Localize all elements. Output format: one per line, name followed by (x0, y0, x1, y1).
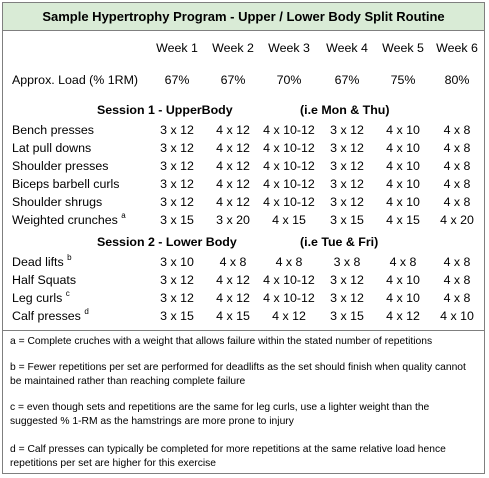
exercise-row (3, 139, 484, 157)
exercise-name: Weighted crunches $^a$ (12, 211, 126, 227)
exercise-value: 4 x 8 (443, 273, 471, 287)
exercise-value: 3 x 15 (160, 213, 194, 227)
exercise-value: 3 x 12 (160, 177, 194, 191)
exercise-value: 4 x 8 (443, 159, 471, 173)
exercise-value: 4 x 15 (272, 213, 306, 227)
exercise-name: Calf presses $^d$ (12, 307, 89, 323)
exercise-row (3, 193, 484, 211)
exercise-value: 3 x 12 (330, 273, 364, 287)
program-table (2, 2, 485, 474)
week-header: Week 5 (382, 41, 424, 55)
exercise-value: 4 x 8 (443, 123, 471, 137)
exercise-value: 3 x 10 (160, 255, 194, 269)
exercise-value: 4 x 10-12 (263, 273, 315, 287)
exercise-value: 4 x 8 (443, 255, 471, 269)
exercise-value: 4 x 8 (275, 255, 303, 269)
exercise-row (3, 175, 484, 193)
exercise-value: 4 x 8 (443, 195, 471, 209)
exercise-value: 4 x 10 (440, 309, 474, 323)
exercise-value: 3 x 15 (160, 309, 194, 323)
load-value: 67% (334, 73, 360, 87)
exercise-value: 3 x 12 (330, 123, 364, 137)
load-value: 67% (220, 73, 246, 87)
exercise-name: Dead lifts $^b$ (12, 253, 72, 269)
load-value: 80% (444, 73, 470, 87)
exercise-name: Shoulder presses (12, 159, 109, 173)
exercise-value: 3 x 12 (330, 195, 364, 209)
exercise-name: Bench presses (12, 123, 94, 137)
exercise-value: 4 x 12 (216, 177, 250, 191)
session-2-title: Session 2 - Lower Body (97, 235, 237, 249)
exercise-value: 4 x 8 (219, 255, 247, 269)
exercise-value: 4 x 8 (443, 141, 471, 155)
exercise-value: 4 x 12 (386, 309, 420, 323)
load-value: 75% (390, 73, 416, 87)
footnote-d: d = Calf presses can typically be completed for more repetitions at the same relative load hence repetitions per set are higher for this exercise (10, 444, 446, 469)
exercise-value: 4 x 10 (386, 273, 420, 287)
exercise-row (3, 289, 484, 307)
table-title: Sample Hypertrophy Program - Upper / Lower Body Split Routine (3, 3, 484, 31)
week-header: Week 3 (268, 41, 310, 55)
exercise-name: Half Squats (12, 273, 77, 287)
exercise-value: 4 x 10 (386, 123, 420, 137)
exercise-row (3, 211, 484, 229)
footnote-c: c = even though sets and repetitions are the same for leg curls, use a lighter weight than the suggested % 1-RM as the hamstrings are more prone to injury (10, 402, 430, 427)
footnote-b: b = Fewer repetitions per set are performed for deadlifts as the set should finish when quality cannot be maintained rather than reaching complete failure (10, 362, 466, 387)
exercise-value: 4 x 10-12 (263, 291, 315, 305)
load-label: Approx. Load (% 1RM) (12, 73, 139, 87)
exercise-value: 4 x 8 (389, 255, 417, 269)
schedule-section (3, 31, 484, 331)
exercise-value: 3 x 12 (330, 291, 364, 305)
exercise-name: Leg curls $^c$ (12, 289, 70, 305)
exercise-value: 4 x 10 (386, 159, 420, 173)
exercise-value: 4 x 12 (216, 159, 250, 173)
exercise-row (3, 121, 484, 139)
exercise-value: 3 x 12 (160, 141, 194, 155)
exercise-value: 4 x 12 (216, 141, 250, 155)
exercise-value: 3 x 12 (330, 159, 364, 173)
exercise-value: 4 x 10-12 (263, 141, 315, 155)
load-value: 70% (276, 73, 302, 87)
exercise-value: 3 x 15 (330, 213, 364, 227)
exercise-value: 3 x 12 (160, 273, 194, 287)
exercise-value: 4 x 15 (386, 213, 420, 227)
exercise-value: 4 x 8 (443, 177, 471, 191)
exercise-row (3, 157, 484, 175)
exercise-value: 3 x 12 (160, 123, 194, 137)
load-row (3, 71, 484, 89)
exercise-value: 3 x 8 (333, 255, 361, 269)
exercise-row (3, 307, 484, 325)
exercise-value: 4 x 10 (386, 291, 420, 305)
week-header: Week 6 (436, 41, 478, 55)
exercise-value: 4 x 10-12 (263, 123, 315, 137)
exercise-value: 4 x 15 (216, 309, 250, 323)
exercise-value: 3 x 12 (330, 177, 364, 191)
exercise-value: 3 x 20 (216, 213, 250, 227)
exercise-value: 4 x 10-12 (263, 159, 315, 173)
exercise-name: Shoulder shrugs (12, 195, 103, 209)
exercise-value: 3 x 12 (160, 291, 194, 305)
exercise-value: 4 x 10-12 (263, 195, 315, 209)
session-2-days: (i.e Tue & Fri) (300, 235, 379, 249)
exercise-value: 4 x 10 (386, 141, 420, 155)
exercise-value: 4 x 12 (216, 291, 250, 305)
exercise-value: 4 x 8 (443, 291, 471, 305)
footnote-a: a = Complete cruches with a weight that allows failure within the stated number of repetitions (10, 336, 433, 347)
exercise-value: 3 x 12 (330, 141, 364, 155)
week-header: Week 2 (212, 41, 254, 55)
exercise-value: 4 x 12 (272, 309, 306, 323)
week-header: Week 4 (326, 41, 368, 55)
exercise-name: Biceps barbell curls (12, 177, 120, 191)
exercise-value: 4 x 10 (386, 195, 420, 209)
load-value: 67% (164, 73, 190, 87)
exercise-value: 4 x 10 (386, 177, 420, 191)
exercise-value: 3 x 15 (330, 309, 364, 323)
exercise-value: 3 x 12 (160, 159, 194, 173)
exercise-value: 4 x 12 (216, 123, 250, 137)
session-1-title: Session 1 - UpperBody (97, 103, 233, 117)
exercise-value: 3 x 12 (160, 195, 194, 209)
session-1-days: (i.e Mon & Thu) (300, 103, 390, 117)
exercise-row (3, 271, 484, 289)
exercise-row (3, 253, 484, 271)
week-header: Week 1 (156, 41, 198, 55)
exercise-name: Lat pull downs (12, 141, 92, 155)
exercise-value: 4 x 12 (216, 195, 250, 209)
week-header-row (3, 39, 484, 57)
exercise-value: 4 x 10-12 (263, 177, 315, 191)
exercise-value: 4 x 20 (440, 213, 474, 227)
exercise-value: 4 x 12 (216, 273, 250, 287)
